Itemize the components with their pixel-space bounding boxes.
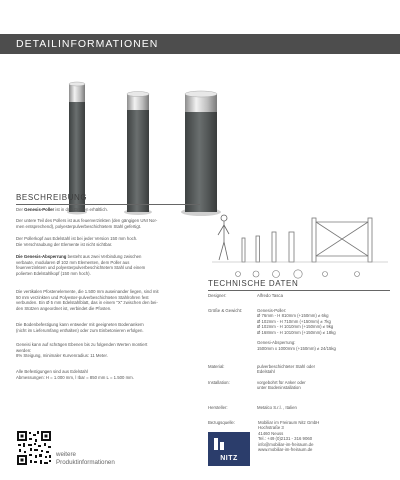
description-p5: Die Bodenbefestigung kann entweder mit geeigneten Bodenankern (nicht im Lieferumfang enthalten) oder zum Einbetonieren erfolgen.: [16, 322, 144, 333]
barrier-illustration: [212, 210, 388, 276]
source-label: Bezugsquelle:: [208, 420, 235, 425]
size-label: Größe & Gewicht:: [208, 308, 243, 313]
description-p3: Die Genesis-Absperrung besteht aus zwei Verbindung zwischen verbaute, modularen Ø 102 mm Elementen, dem Poller aus feuerverzinktem und polyesterpulverbeschichtetem Stahl und einem polierten Edelstahlkopf (150 mm hoch).: [16, 254, 146, 276]
install-label: Installation:: [208, 380, 230, 385]
material-values: pulverbeschichteter Stahl oder Edelstahl: [257, 364, 316, 375]
bollard-lineup: [242, 232, 294, 262]
header-bar: [0, 34, 400, 54]
size-values: Genesis-Poller: Ø 76mm - H 810mm (+150mm) ≠ 6kg Ø 102mm - H 710mm (+150mm) ≠ 7kg Ø 102mm - H 1010mm (+150mm) ≠ 9kg Ø 168mm - H 1010mm (+150mm) ≠ 18kg Genesi-Absperrung: 1500mm x 1000mm (+150mm) ≠ 24/15kg: [257, 308, 336, 351]
description-p4: Die vertikalen Pfostenelemente, die 1.500 mm auseinander liegen, sind mit 50 mm verzinkten und Polyester-pulverbeschichteten Stahlrohren fest verbunden. Ein Ø 5 mm Edelstahlblatt, das in einem "X" zwischen den bei- den Stützen angeordnet ist, verbindet die Pfosten.: [16, 289, 159, 311]
source-values: Mobiliar im Freiraum Nitz GmbH Hochstraße 3 41460 Neuss Tel.: +49 (0)2131 - 316 9060 info@mobiliar-im-freiraum.de www.mobiliar-im-freiraum.de: [258, 420, 320, 453]
description-rule: [16, 204, 200, 205]
tech-rule: [208, 290, 390, 291]
description-p1: Der untere Teil des Pollers ist aus feuerverzinkten (den gängigen UNI Nor- men entsprechend), polyesterpulverbeschichtetem Stahl gefertigt.: [16, 218, 158, 229]
description-intro: Der Genesis-Poller ist in drei Größen erhältlich.: [16, 207, 108, 212]
page-title: DETAILINFORMATIONEN: [16, 38, 159, 50]
more-info-link[interactable]: weitere Produktinformationen: [56, 451, 115, 466]
material-label: Material:: [208, 364, 225, 369]
bollard-wide: [181, 91, 221, 216]
maker-label: Hersteller:: [208, 405, 228, 410]
bollard-medium: [124, 92, 152, 216]
qr-code[interactable]: [16, 430, 52, 466]
designer-value: Alfredo Tasca: [257, 293, 283, 298]
description-title: BESCHREIBUNG: [16, 193, 88, 202]
description-p7: Alle Befestigungen sind aus Edelstahl Abmessungen: H = 1.000 mm, l Ibar = 850 mm L = 1.500 mm.: [16, 369, 134, 380]
designer-label: Designer:: [208, 293, 227, 298]
maker-value: Metalco S.r.l. , Italien: [257, 405, 297, 410]
install-values: vorgebohrt für Anker oder unter Bodeninstallation: [257, 380, 306, 391]
nitz-logo: NITZ: [208, 432, 250, 466]
person-figure: [218, 215, 229, 260]
tech-title: TECHNISCHE DATEN: [208, 279, 299, 288]
logo-mark-icon: [208, 432, 250, 454]
barrier-element: [312, 218, 372, 262]
description-p6: Geneisi kann auf schrägen Ebenen bis zu folgenden Werten montiert werden: 8% Steigung, minimaler Kurvenradius: 11 Meter.: [16, 342, 148, 359]
description-p2: Der Pollerkopf aus Edelstahl ist bei jeder Version 150 mm hoch. Die Verschraubung der Elemente ist nicht sichtbar.: [16, 236, 138, 247]
